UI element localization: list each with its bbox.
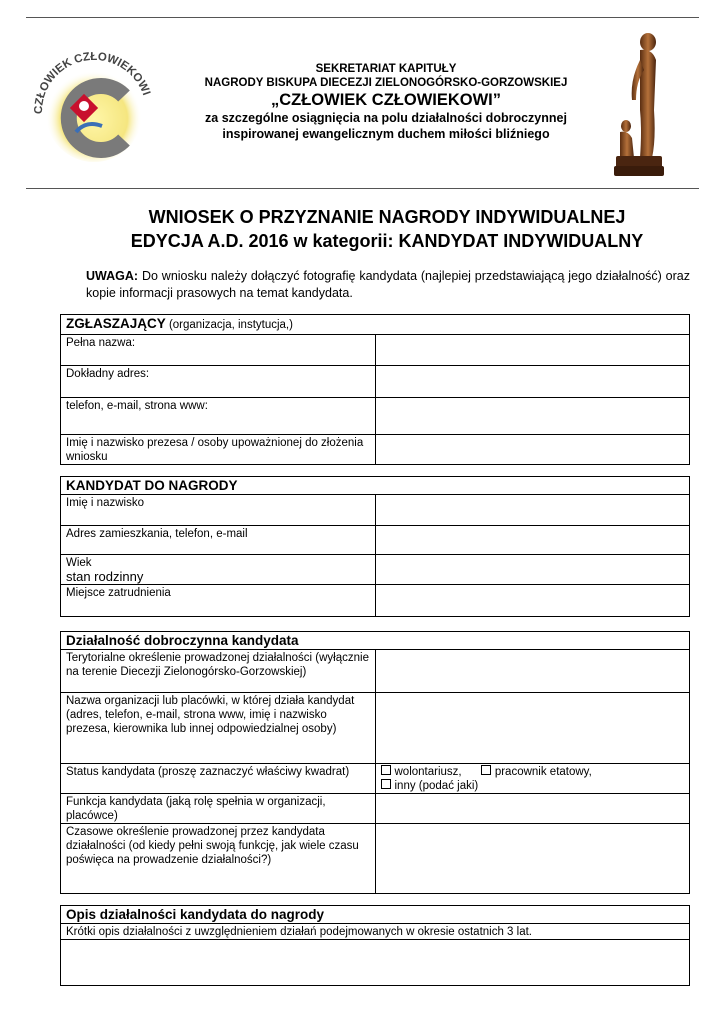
candidate-table [60,476,690,617]
attachment-note [86,268,690,302]
status-other-option[interactable] [381,779,479,793]
applicant-table [60,314,690,465]
duration-field[interactable] [375,824,690,894]
header-rule [26,188,699,189]
logo-arc-text: CZŁOWIEK CZŁOWIEKOWI [32,50,153,115]
applicant-title: ZGŁASZAJĄCY [66,316,166,331]
territory-field[interactable] [375,650,690,693]
other-checkbox[interactable] [381,779,391,789]
candidate-employment-field[interactable] [375,585,690,617]
applicant-contact-field[interactable] [375,398,690,435]
header-line4: za szczególne osiągnięcia na polu działalności dobroczynnej [205,111,567,125]
note-label: UWAGA: [86,269,139,283]
top-rule [26,17,699,18]
duration-label: Czasowe określenie prowadzonej przez kandydata działalności (od kiedy pełni swoją funkcję, jak wiele czasu poświęca na prowadzenie działalności?) [61,824,376,894]
volunteer-label: wolontariusz, [394,766,462,778]
header-line3: „CZŁOWIEK CZŁOWIEKOWI” [270,91,502,109]
applicant-representative-label: Imię i nazwisko prezesa / osoby upoważnionej do złożenia wniosku [61,435,376,465]
candidate-age-status-label [61,555,376,585]
function-field[interactable] [375,794,690,824]
candidate-name-field[interactable] [375,495,690,526]
description-subtitle: Krótki opis działalności z uwzględnieniem działań podejmowanych w okresie ostatnich 3 lat. [61,924,690,940]
header-line5: inspirowanej ewangelicznym duchem miłości bliźniego [222,127,550,141]
applicant-address-field[interactable] [375,366,690,398]
status-employee-option[interactable] [481,765,592,779]
territory-label: Terytorialne określenie prowadzonej działalności (wyłącznie na terenie Diecezji Zielonogórsko-Gorzowskiej) [61,650,376,693]
note-text: Do wniosku należy dołączyć fotografię kandydata (najlepiej przedstawiającą jego działalność) oraz kopie informacji prasowych na temat kandydata. [86,269,690,300]
applicant-name-label: Pełna nazwa: [61,335,376,366]
other-label: inny (podać jaki) [394,780,479,792]
candidate-age-label: Wiek [66,557,92,569]
form-title-line1: WNIOSEK O PRZYZNANIE NAGRODY INDYWIDUALNEJ [148,207,626,227]
statue-image [610,30,670,182]
candidate-section-header: KANDYDAT DO NAGRODY [61,477,690,495]
candidate-address-field[interactable] [375,526,690,555]
employee-checkbox[interactable] [481,765,491,775]
employee-label: pracownik etatowy, [494,766,592,778]
applicant-section-header [61,315,690,335]
charity-activity-table [60,631,690,894]
applicant-subtitle: (organizacja, instytucja,) [165,319,293,331]
award-logo [28,40,158,170]
status-volunteer-option[interactable] [381,765,462,779]
header-line2: NAGRODY BISKUPA DIECEZJI ZIELONOGÓRSKO-GORZOWSKIEJ [204,77,568,89]
status-label: Status kandydata (proszę zaznaczyć właściwy kwadrat) [61,764,376,794]
volunteer-checkbox[interactable] [381,765,391,775]
applicant-representative-field[interactable] [375,435,690,465]
candidate-employment-label: Miejsce zatrudnienia [61,585,376,617]
organization-field[interactable] [375,693,690,764]
description-section-header: Opis działalności kandydata do nagrody [61,906,690,924]
organization-label: Nazwa organizacji lub placówki, w której działa kandydat (adres, telefon, e-mail, strona www, imię i nazwisko prezesa, kierownika lub innej odpowiedzialnej osoby) [61,693,376,764]
function-label: Funkcja kandydata (jaką rolę spełnia w organizacji, placówce) [61,794,376,824]
applicant-address-label: Dokładny adres: [61,366,376,398]
header-line1: SEKRETARIAT KAPITUŁY [315,63,457,75]
description-field[interactable] [61,940,690,986]
applicant-name-field[interactable] [375,335,690,366]
status-options [375,764,690,794]
applicant-contact-label: telefon, e-mail, strona www: [61,398,376,435]
candidate-address-label: Adres zamieszkania, telefon, e-mail [61,526,376,555]
candidate-family-label: stan rodzinny [66,569,144,584]
charity-section-header: Działalność dobroczynna kandydata [61,632,690,650]
form-title-line2: EDYCJA A.D. 2016 w kategorii: KANDYDAT INDYWIDUALNY [130,231,644,251]
secretariat-header [160,62,612,142]
description-table [60,905,690,986]
candidate-name-label: Imię i nazwisko [61,495,376,526]
candidate-age-status-field[interactable] [375,555,690,585]
